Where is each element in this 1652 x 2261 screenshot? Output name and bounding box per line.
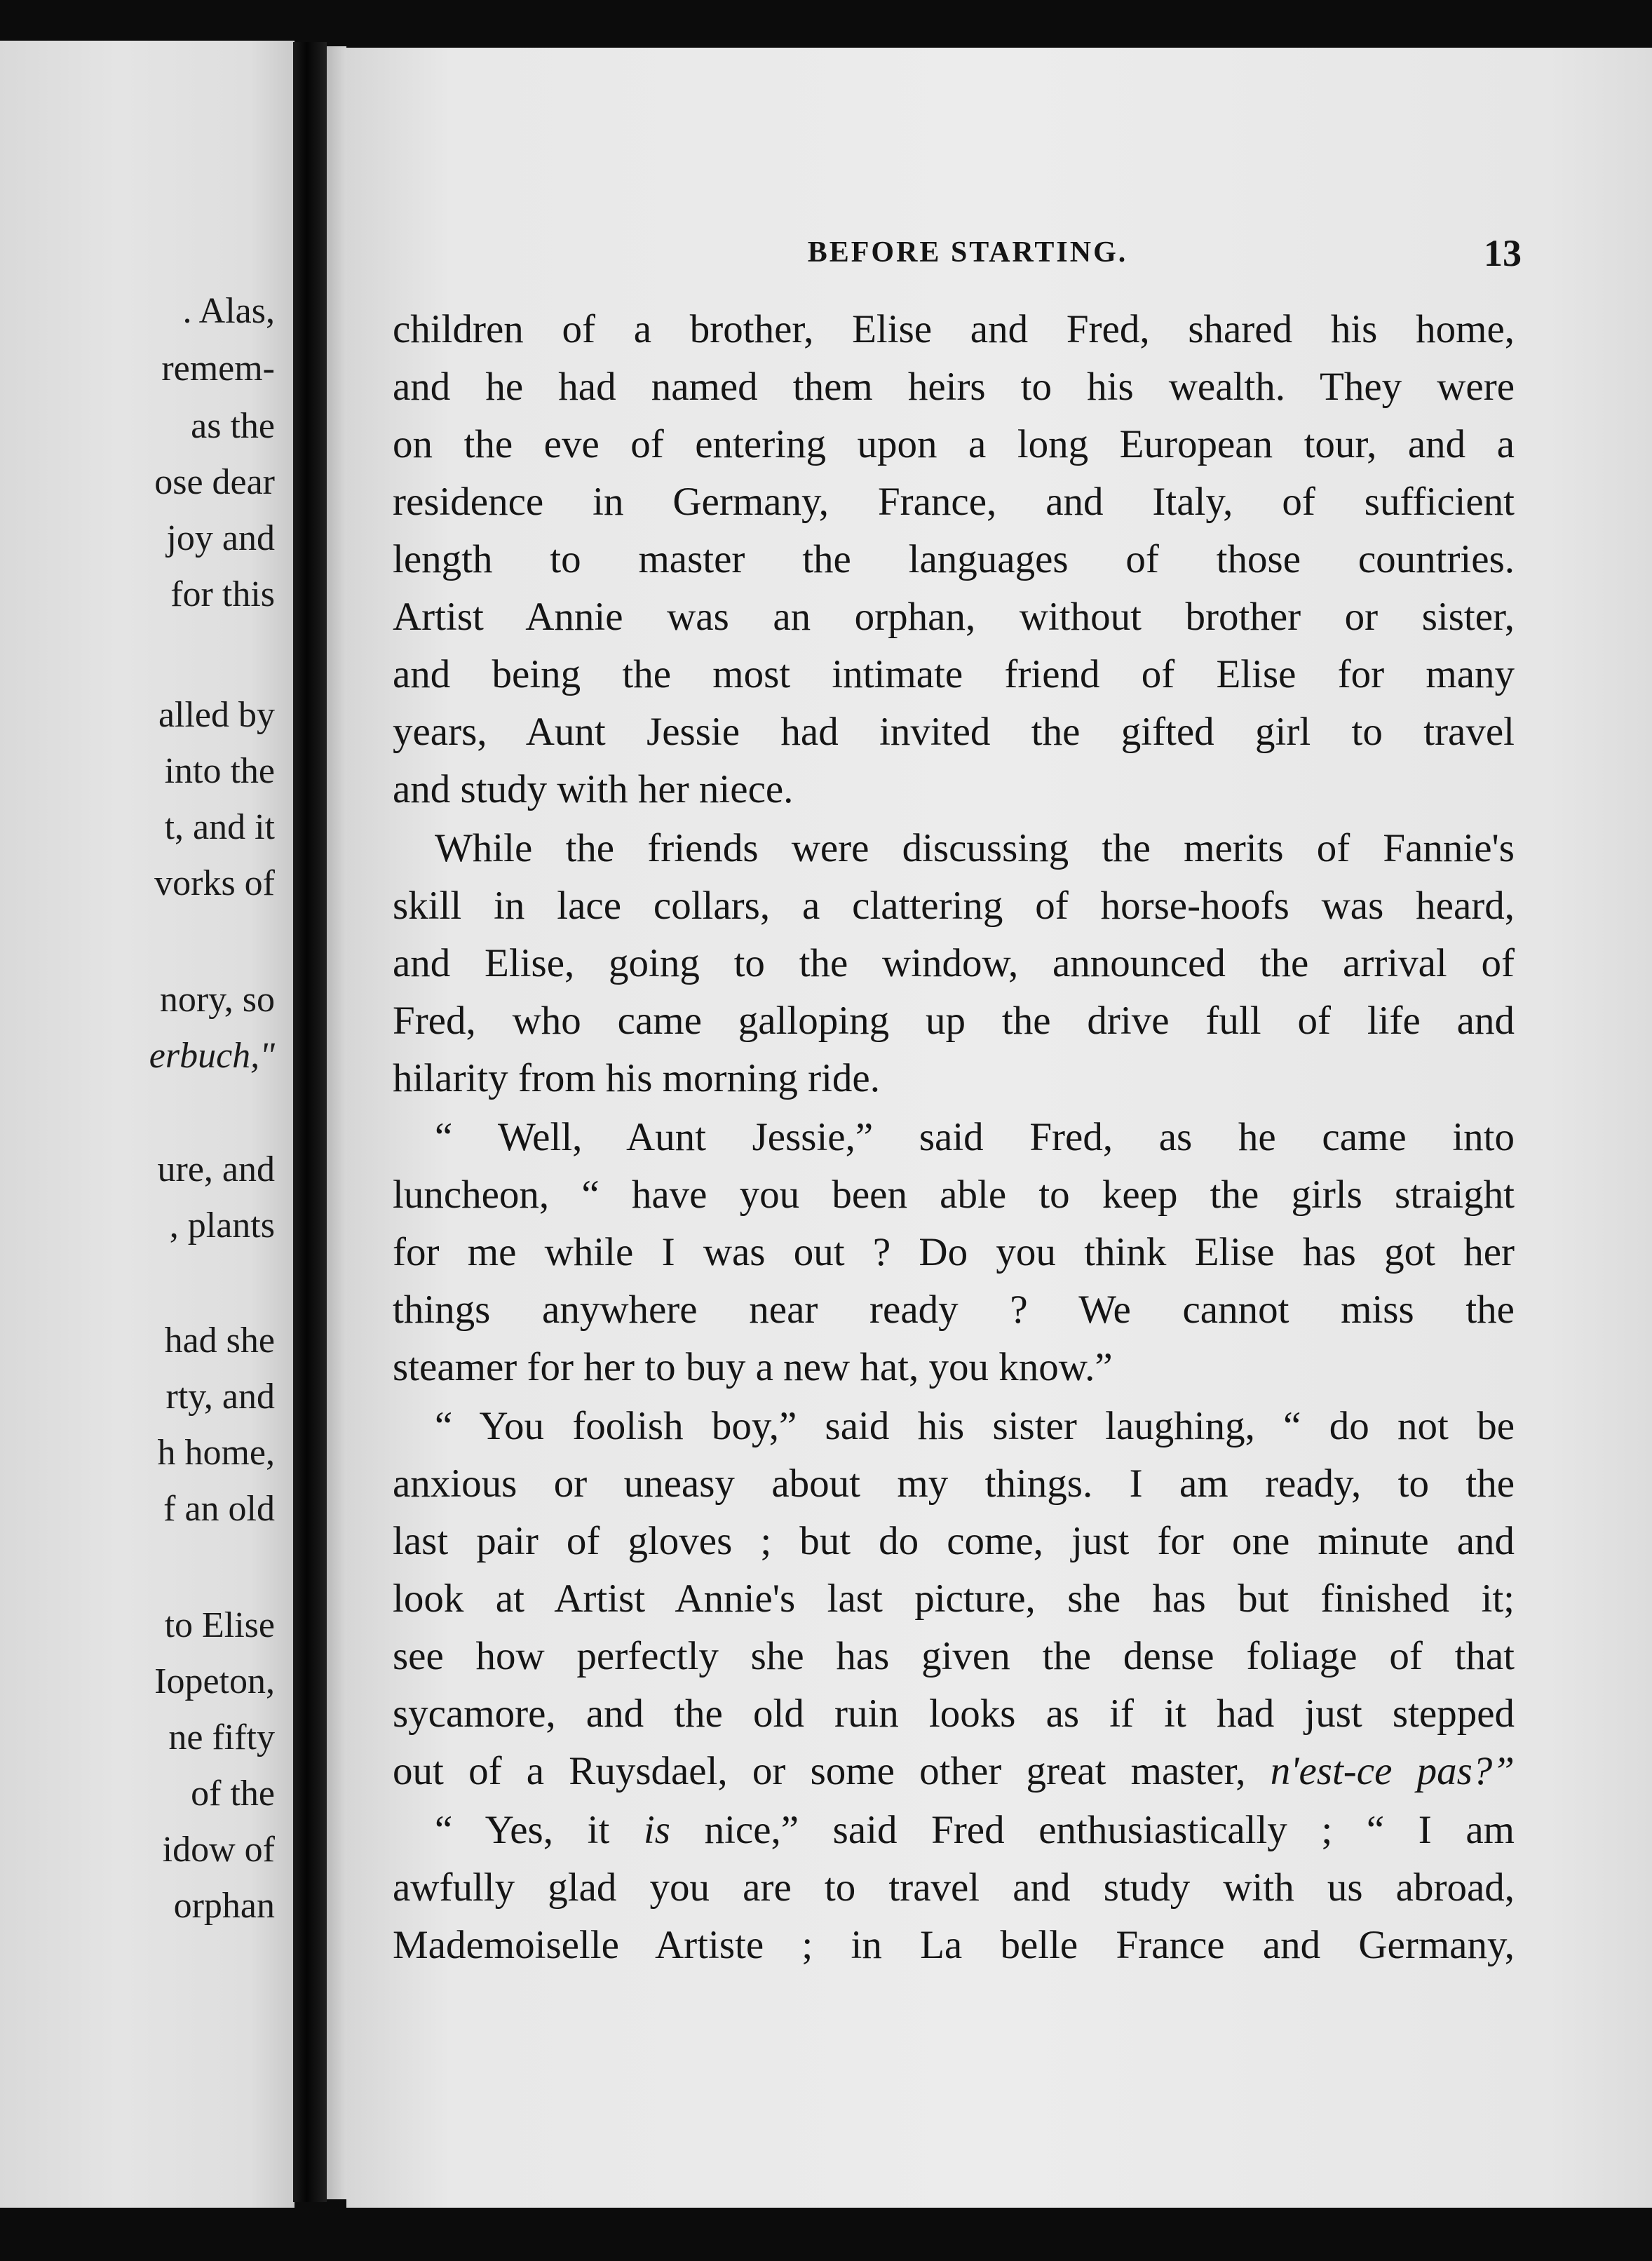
text-line: and Elise, going to the window, announced the arrival of (393, 941, 1515, 985)
text-line: steamer for her to buy a new hat, you know.” (393, 1345, 1113, 1389)
text-line: anxious or uneasy about my things. I am ready, to the (393, 1462, 1515, 1506)
page-edge (327, 46, 346, 2199)
text-line: Artist Annie was an orphan, without brother or sister, (393, 595, 1515, 639)
text-line: look at Artist Annie's last picture, she has but finished it; (393, 1577, 1515, 1621)
text-line: skill in lace collars, a clattering of horse-hoofs was heard, (393, 884, 1515, 928)
text-line: last pair of gloves ; but do come, just for one minute and (393, 1519, 1515, 1563)
left-fragment: had she (164, 1321, 275, 1361)
text-line: and being the most intimate friend of Elise for many (393, 652, 1515, 696)
running-head: BEFORE STARTING. (807, 236, 1128, 269)
text-line: “ Well, Aunt Jessie,” said Fred, as he came into (435, 1115, 1515, 1159)
left-fragment: ure, and (157, 1149, 275, 1189)
scan-border (0, 2208, 1652, 2261)
left-fragment: alled by (158, 695, 275, 735)
text-line: for me while I was out ? Do you think Elise has got her (393, 1230, 1515, 1274)
text-line: residence in Germany, France, and Italy, of sufficient (393, 480, 1515, 524)
left-fragment: ose dear (154, 462, 275, 502)
left-fragment: into the (164, 751, 275, 791)
text-line: luncheon, “ have you been able to keep the girls straight (393, 1173, 1515, 1217)
left-fragment: ne fifty (168, 1717, 275, 1757)
text-line: Mademoiselle Artiste ; in La belle France and Germany, (393, 1923, 1515, 1967)
text-line (393, 1802, 1515, 1858)
left-fragment: h home, (157, 1433, 275, 1473)
left-fragment: to Elise (164, 1605, 275, 1645)
text-fragment: nice,” said Fred enthusiastically ; “ I am (704, 1808, 1515, 1852)
left-fragment: , plants (169, 1206, 275, 1246)
left-fragment: . Alas, (182, 291, 275, 331)
left-fragment: t, and it (164, 807, 275, 847)
left-fragment: of the (191, 1774, 275, 1814)
text-fragment: out of a Ruysdael, or some other great master, (393, 1749, 1246, 1793)
text-line: Fred, who came galloping up the drive full of life and (393, 999, 1515, 1043)
previous-page (0, 41, 294, 2208)
left-fragment: as the (191, 406, 275, 446)
left-fragment: rty, and (165, 1377, 275, 1417)
text-line: “ You foolish boy,” said his sister laughing, “ do not be (435, 1404, 1515, 1448)
text-line: and study with her niece. (393, 767, 794, 811)
left-fragment: erbuch," (149, 1036, 275, 1076)
left-fragment: joy and (166, 518, 275, 558)
left-fragment: vorks of (154, 863, 275, 903)
text-line: length to master the languages of those countries. (393, 537, 1515, 581)
text-line: things anywhere near ready ? We cannot miss the (393, 1288, 1515, 1332)
left-fragment: orphan (173, 1886, 275, 1926)
left-fragment: Iopeton, (154, 1661, 275, 1701)
italic-word: is (643, 1808, 670, 1852)
text-line: and he had named them heirs to his wealth. They were (393, 365, 1515, 409)
text-fragment: “ Yes, it (435, 1808, 610, 1852)
text-line: sycamore, and the old ruin looks as if it had just stepped (393, 1692, 1515, 1736)
left-fragment: nory, so (159, 980, 275, 1020)
italic-phrase: n'est-ce pas?” (1270, 1749, 1515, 1793)
left-fragment: idow of (162, 1830, 275, 1870)
book-spine (293, 42, 327, 2202)
text-line: hilarity from his morning ride. (393, 1056, 880, 1100)
page-number: 13 (1484, 232, 1522, 274)
text-line: on the eve of entering upon a long European tour, and a (393, 422, 1515, 466)
text-line: see how perfectly she has given the dense foliage of that (393, 1634, 1515, 1678)
left-fragment: for this (170, 574, 275, 614)
text-line: While the friends were discussing the merits of Fannie's (435, 826, 1515, 870)
text-line: years, Aunt Jessie had invited the gifted girl to travel (393, 710, 1515, 754)
left-fragment: f an old (163, 1489, 275, 1529)
text-line (393, 1743, 1515, 1800)
left-fragment: remem- (161, 349, 275, 389)
page-header (414, 231, 1522, 281)
text-line: children of a brother, Elise and Fred, shared his home, (393, 307, 1515, 351)
text-line: awfully glad you are to travel and study with us abroad, (393, 1865, 1515, 1910)
